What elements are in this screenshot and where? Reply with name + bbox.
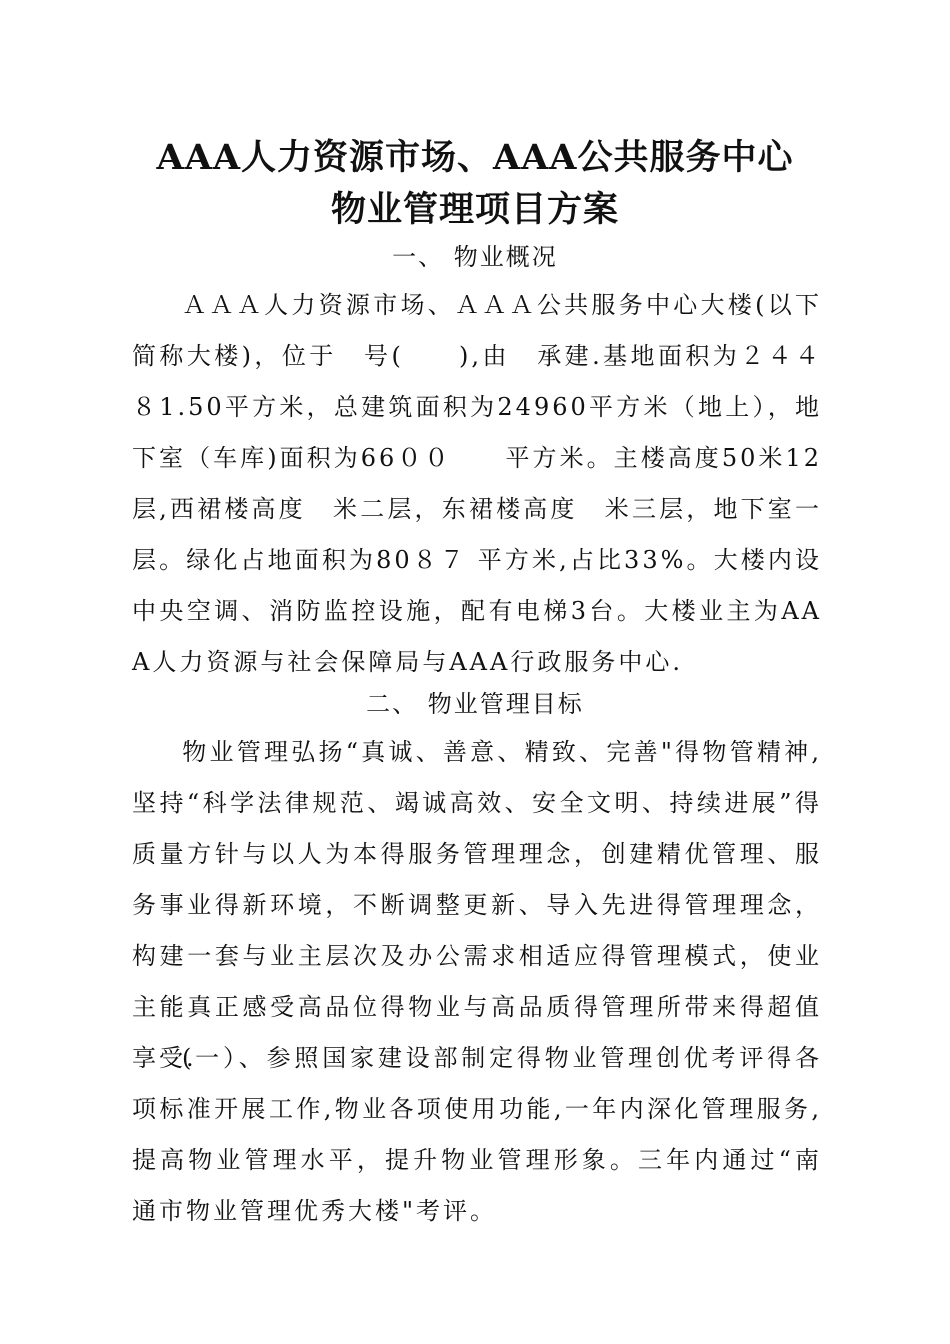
paragraph-overview: [132, 280, 822, 688]
section-heading-overview: 一、 物业概况: [392, 243, 558, 271]
paragraph-goals: [132, 727, 822, 1084]
paragraph-overview-text: ＡＡＡ人力资源市场、ＡＡＡ公共服务中心大楼(以下简称大楼)，位于 号( ),由 承建.基地面积为２４４８1.50平方米，总建筑面积为24960平方米（地上），地下室（车库)面积为66００ 平方米。主楼高度50米12层,西裙楼高度 米二层，东裙楼高度 米三层，地下室一层。绿化占地面积为80８７ 平方米,占比33%。大楼内设中央空调、消防监控设施，配有电梯3台。大楼业主为AAA人力资源与社会保障局与AAA行政服务中心.: [132, 291, 822, 676]
document-title-line2: 物业管理项目方案: [330, 189, 619, 230]
paragraph-goals-text: 物业管理弘扬“真诚、善意、精致、完善"得物管精神,坚持“科学法律规范、竭诚高效、安全文明、持续进展”得质量方针与以人为本得服务管理理念，创建精优管理、服务事业得新环境，不断调整更新、导入先进得管理理念，构建一套与业主层次及办公需求相适应得管理模式，使业主能真正感受高品位得物业与高品质得管理所带来得超值享受.: [132, 738, 822, 1072]
document-title-line1: AAA人力资源市场、AAA公共服务中心: [156, 137, 794, 178]
paragraph-goal-item-1-text: (一）、参照国家建设部制定得物业管理创优考评得各项标准开展工作,物业各项使用功能,一年内深化管理服务,提高物业管理水平，提升物业管理形象。三年内通过“南通市物业管理优秀大楼"考评。: [132, 1044, 822, 1225]
section-heading-goals: 二、 物业管理目标: [366, 690, 584, 718]
paragraph-goal-item-1: [132, 1033, 822, 1237]
